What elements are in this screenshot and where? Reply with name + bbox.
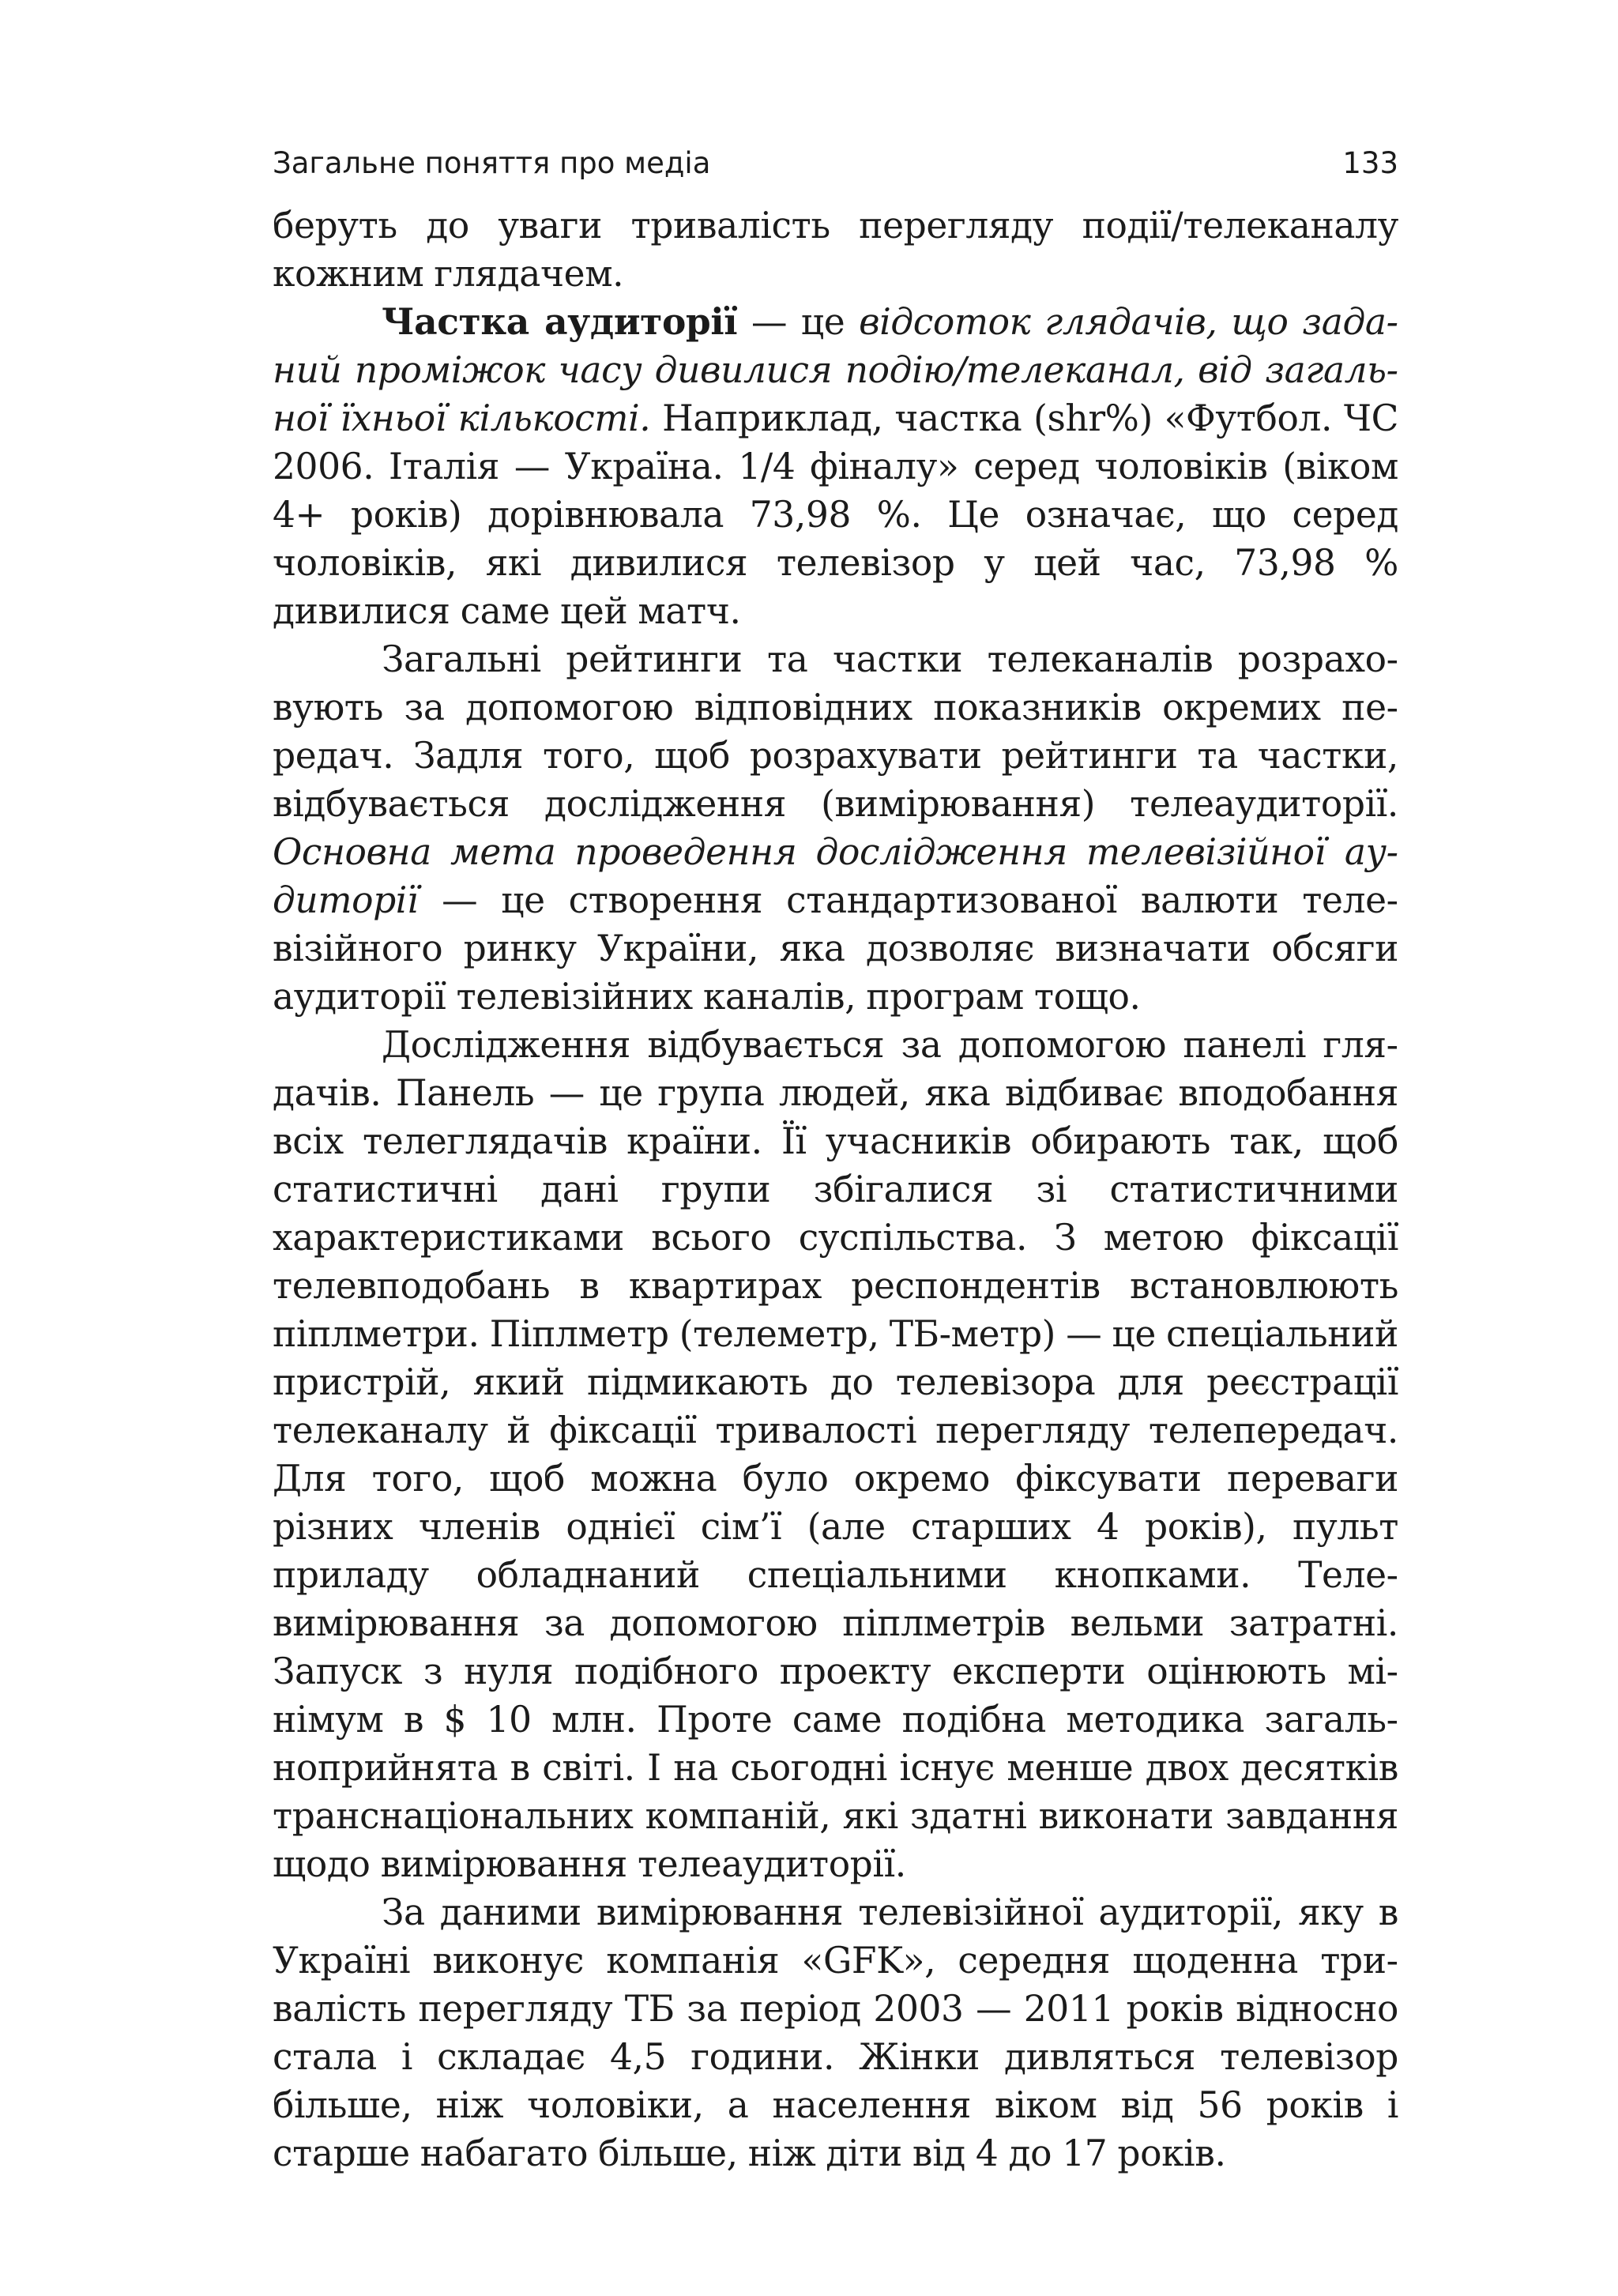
running-header — [273, 146, 1398, 201]
research-goal: Основна мета проведення дослідження телевізійної аудиторії — [273, 831, 1398, 921]
paragraph-ratings — [273, 635, 1398, 1021]
paragraph-text: — це створення стандартизованої валюти телевізійного ринку України, яка дозволяє визначати обсяги аудиторії телевізійних каналів, програм тощо. — [273, 879, 1398, 1018]
paragraph-gfk: За даними вимірювання телевізійної аудиторії, яку в Україні виконує компанія «GFK», середня щоденна тривалість перегляду ТБ за період 2003 — 2011 років відносно стала і складає 4,5 години. Жінки дивляться телевізор більше, ніж чоловіки, а населення віком від 56 років і старше набагато більше, ніж діти від 4 до 17 років. — [273, 1891, 1398, 2174]
term-audience-share: Частка аудиторії — [382, 300, 738, 343]
paragraph-continuation: беруть до уваги тривалість перегляду події/телеканалу кожним глядачем. — [273, 205, 1398, 295]
paragraph-audience-share — [273, 298, 1398, 635]
book-page — [273, 146, 1398, 2177]
paragraph-text: Наприклад, частка (shr%) «Футбол. ЧС 2006. Італія — Україна. 1/4 фіналу» серед чоловіків (віком 4+ років) дорівнювала 73,98 %. Це означає, що серед чоловіків, які дивилися телевізор у цей час, 73,98 % дивилися саме цей матч. — [273, 397, 1398, 632]
body-text — [273, 201, 1398, 2177]
chapter-title: Загальне поняття про медіа — [273, 146, 711, 180]
paragraph-text: Загальні рейтинги та частки телеканалів розраховують за допомогою відповідних показників окремих передач. Задля того, щоб розрахувати рейтинги та частки, відбувається дослідження (вимірювання) телеаудиторії. — [273, 638, 1398, 825]
term-definition: відсоток глядачів, що заданий проміжок часу дивилися подію/телеканал, від загальної їхньої кількості. — [273, 301, 1398, 439]
term-dash: — це — [737, 301, 860, 343]
paragraph-panel: Дослідження відбувається за допомогою панелі глядачів. Панель — це група людей, яка відбиває вподобання всіх телеглядачів країни. Її учасників обирають так, щоб статистичні дані групи збігалися зі статистичними характеристиками всього суспільства. З метою фіксації телевподобань в квартирах респондентів встановлюють піплметри. Піплметр (телеметр, ТБ-метр) — це спеціальний пристрій, який підмикають до телевізора для реєстрації телеканалу й фіксації тривалості перегляду телепередач. Для того, щоб можна було окремо фіксувати переваги різних членів однієї сім’ї (але старших 4 років), пульт приладу обладнаний спеціальними кнопками. Телевимірювання за допомогою піплметрів вельми затратні. Запуск з нуля подібного проекту експерти оцінюють мінімум в $ 10 млн. Проте саме подібна методика загальноприйнята в світі. І на сьогодні існує менше двох десятків транснаціональних компаній, які здатні виконати завдання щодо вимірювання телеаудиторії. — [273, 1024, 1398, 1885]
page-number: 133 — [1342, 146, 1398, 180]
